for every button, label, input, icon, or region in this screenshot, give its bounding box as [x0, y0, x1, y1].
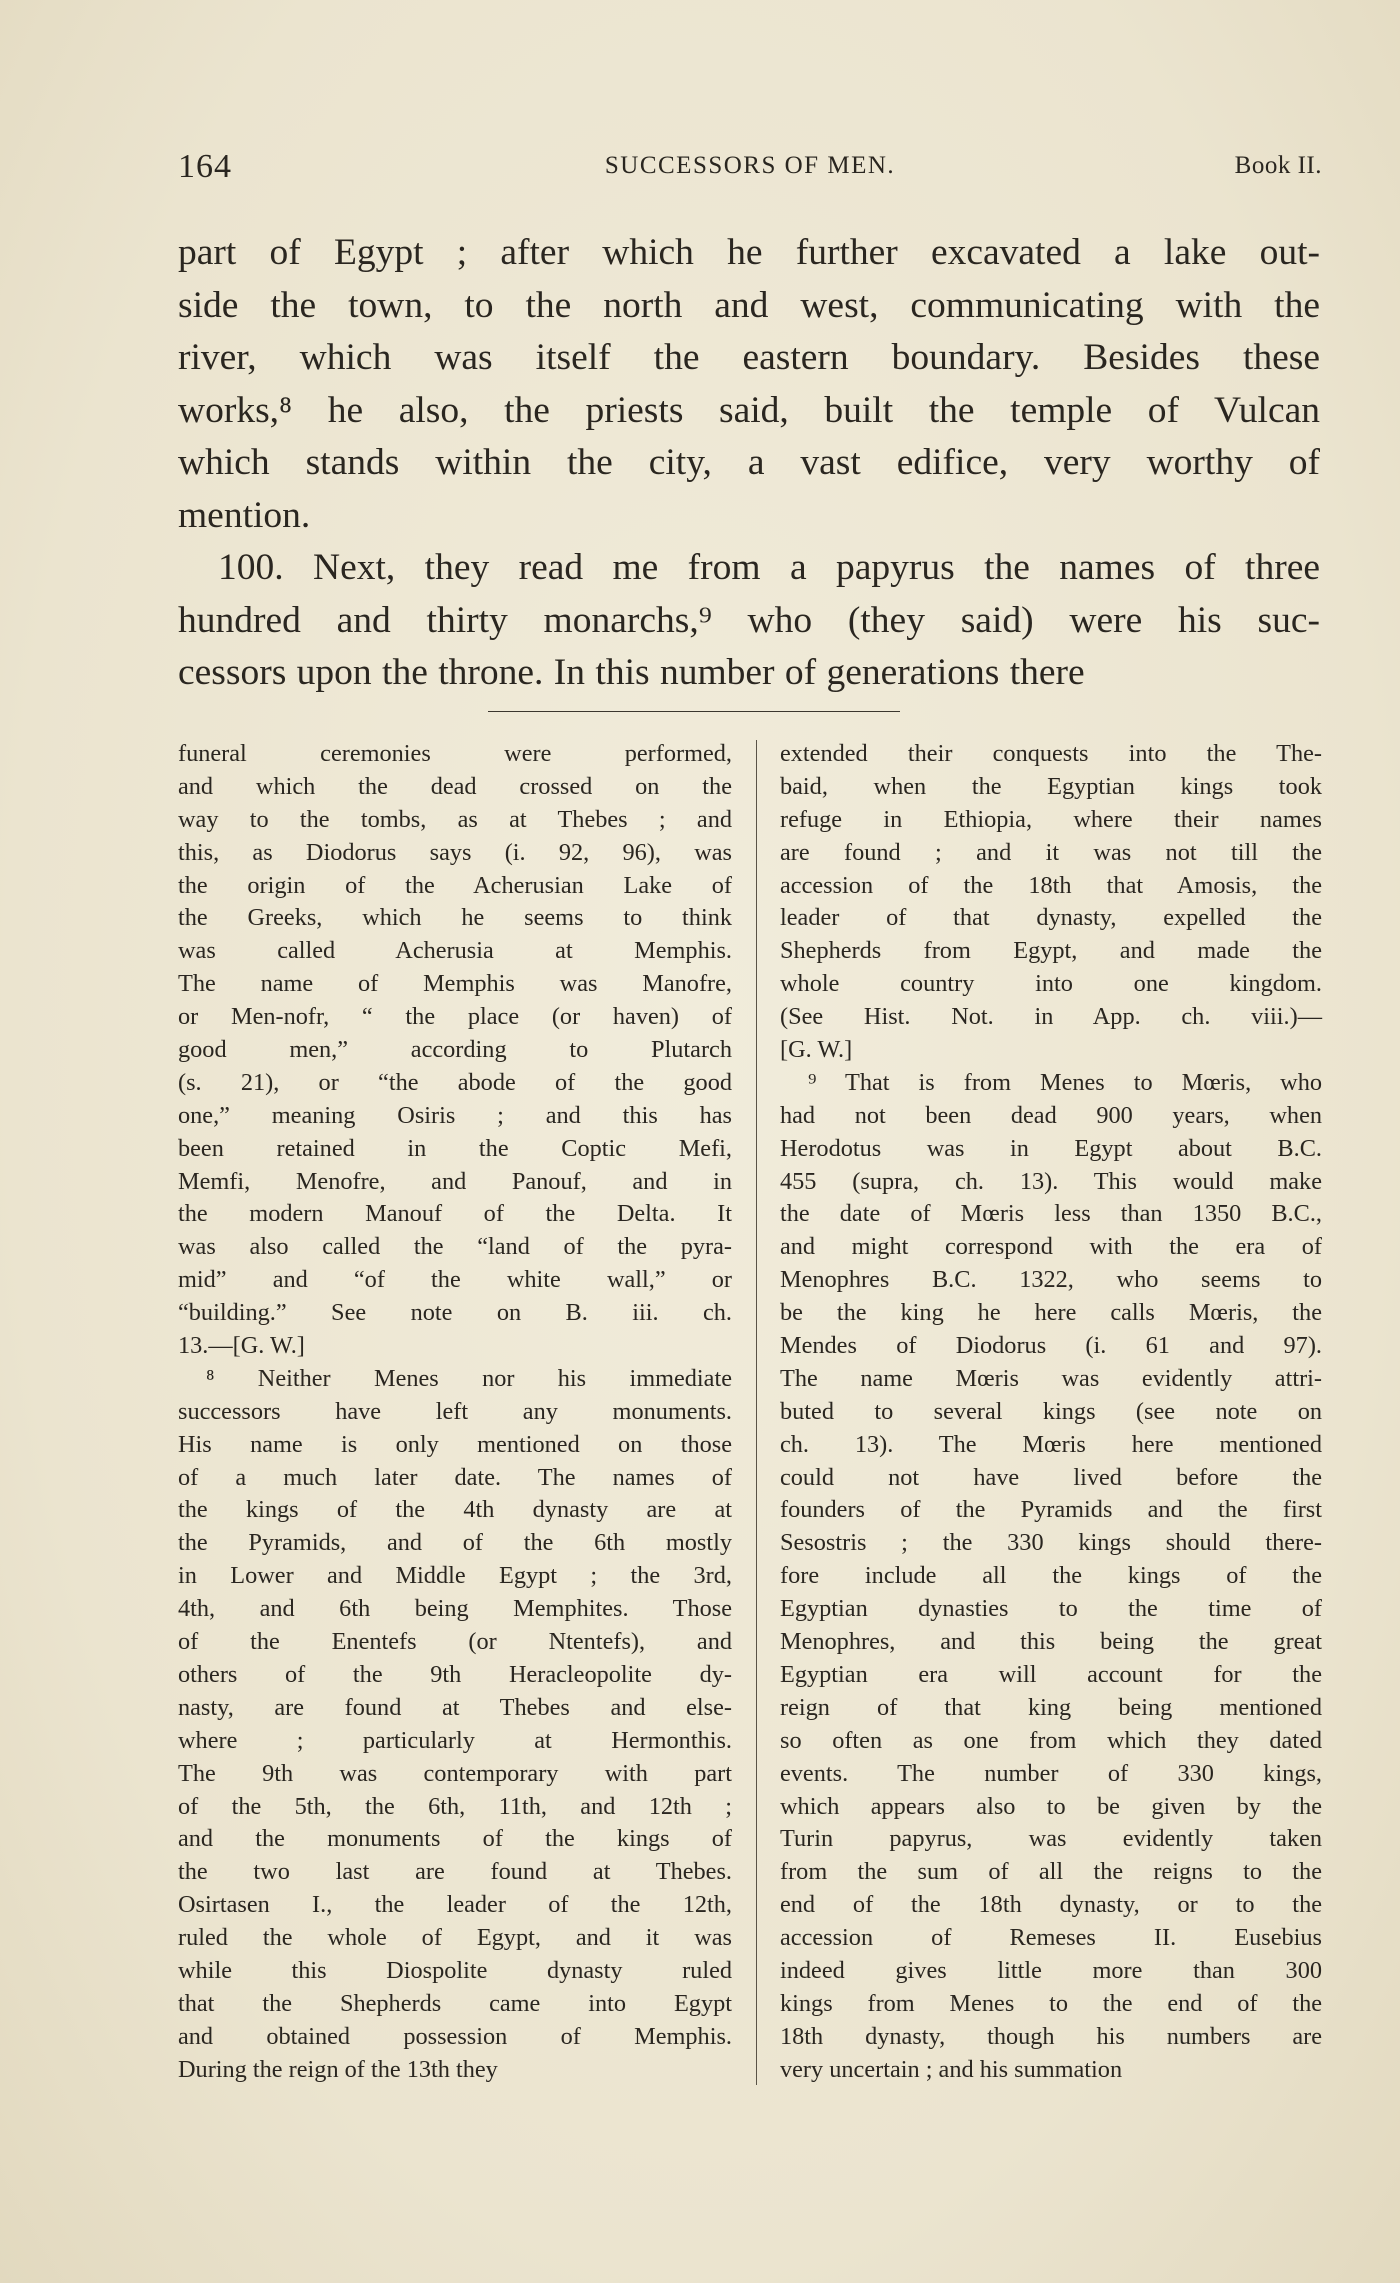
footnote-line: been retained in the Coptic Mefi,: [178, 1134, 732, 1162]
footnote-line: very uncertain ; and his summation: [780, 2055, 1123, 2083]
footnote-line: the Pyramids, and of the 6th mostly: [178, 1529, 732, 1557]
footnote-line: are found ; and it was not till the: [780, 838, 1322, 866]
footnote-line: founders of the Pyramids and the first: [780, 1496, 1322, 1524]
footnote-line: which appears also to be given by the: [780, 1792, 1322, 1820]
text-line: hundred and thirty monarchs,⁹ who (they said) were his suc-: [178, 599, 1320, 641]
text-line: cessors upon the throne. In this number of generations there: [178, 652, 1085, 693]
text-line: 100. Next, they read me from a papyrus the names of three: [218, 547, 1320, 588]
footnote-separator-rule: [488, 711, 900, 712]
footnote-line: mid” and “of the white wall,” or: [178, 1266, 732, 1294]
text-line: part of Egypt ; after which he further excavated a lake out-: [178, 232, 1320, 273]
footnote-line: and which the dead crossed on the: [178, 772, 732, 800]
footnote-line: Turin papyrus, was evidently taken: [780, 1825, 1322, 1853]
footnotes-right-column: [780, 738, 1322, 2088]
footnote-line: way to the tombs, as at Thebes ; and: [178, 805, 732, 833]
footnote-line: extended their conquests into the The-: [780, 740, 1322, 767]
footnote-line: and might correspond with the era of: [780, 1233, 1322, 1261]
footnote-line: Menophres, and this being the great: [780, 1628, 1322, 1656]
text-line: which stands within the city, a vast edifice, very worthy of: [178, 442, 1320, 483]
footnote-line: Shepherds from Egypt, and made the: [780, 937, 1322, 965]
footnote-line: (See Hist. Not. in App. ch. viii.)—: [780, 1003, 1322, 1031]
footnote-line: Herodotus was in Egypt about B.C.: [780, 1134, 1322, 1162]
column-divider: [756, 740, 757, 2085]
footnote-line: The name Mœris was evidently attri-: [780, 1364, 1322, 1392]
footnote-line: [G. W.]: [780, 1036, 853, 1064]
text-line: mention.: [178, 494, 311, 536]
footnote-line: During the reign of the 13th they: [178, 2055, 498, 2083]
footnote-line: 455 (supra, ch. 13). This would make: [780, 1167, 1322, 1195]
footnote-line: The name of Memphis was Manofre,: [178, 970, 732, 998]
footnote-line: the modern Manouf of the Delta. It: [178, 1200, 732, 1228]
footnote-line: had not been dead 900 years, when: [780, 1101, 1322, 1129]
footnote-line: of the Enentefs (or Ntentefs), and: [178, 1628, 732, 1656]
footnote-line: of a much later date. The names of: [178, 1463, 732, 1491]
text-line: works,⁸ he also, the priests said, built the temple of Vulcan: [178, 389, 1320, 431]
footnote-line: buted to several kings (see note on: [780, 1397, 1322, 1425]
footnote-line: kings from Menes to the end of the: [780, 1989, 1322, 2017]
footnote-line: refuge in Ethiopia, where their names: [780, 805, 1322, 833]
footnote-line: successors have left any monuments.: [178, 1397, 732, 1425]
footnote-line: while this Diospolite dynasty ruled: [178, 1956, 732, 1984]
footnote-line: “building.” See note on B. iii. ch.: [178, 1299, 732, 1327]
book-label: Book II.: [1234, 152, 1322, 179]
footnote-line: could not have lived before the: [780, 1463, 1322, 1491]
footnote-line: Mendes of Diodorus (i. 61 and 97).: [780, 1332, 1322, 1360]
footnote-line: nasty, are found at Thebes and else-: [178, 1693, 732, 1721]
footnote-line: 18th dynasty, though his numbers are: [780, 2022, 1322, 2050]
footnote-line: reign of that king being mentioned: [780, 1693, 1322, 1721]
page-number: 164: [178, 148, 232, 185]
footnote-line: Sesostris ; the 330 kings should there-: [780, 1529, 1322, 1557]
footnote-line: the two last are found at Thebes.: [178, 1858, 732, 1886]
footnote-line: from the sum of all the reigns to the: [780, 1858, 1322, 1886]
running-title: SUCCESSORS OF MEN.: [604, 152, 896, 179]
footnote-line: the Greeks, which he seems to think: [178, 904, 732, 932]
footnote-line: of the 5th, the 6th, 11th, and 12th ;: [178, 1792, 732, 1820]
footnotes-left-column: [178, 738, 732, 2088]
footnote-line: 4th, and 6th being Memphites. Those: [178, 1595, 732, 1623]
footnote-line: Memfi, Menofre, and Panouf, and in: [178, 1167, 732, 1195]
footnote-line: or Men-nofr, “ the place (or haven) of: [178, 1003, 732, 1031]
footnote-line: 13.—[G. W.]: [178, 1332, 305, 1360]
footnote-line: ruled the whole of Egypt, and it was: [178, 1924, 732, 1952]
footnote-line: was called Acherusia at Memphis.: [178, 937, 732, 965]
footnote-line: accession of the 18th that Amosis, the: [780, 871, 1322, 899]
footnote-line: events. The number of 330 kings,: [780, 1759, 1322, 1787]
footnote-line: end of the 18th dynasty, or to the: [780, 1891, 1322, 1919]
footnote-line: ch. 13). The Mœris here mentioned: [780, 1430, 1322, 1458]
footnote-line: one,” meaning Osiris ; and this has: [178, 1101, 732, 1129]
footnote-line: and the monuments of the kings of: [178, 1825, 732, 1853]
footnote-line: others of the 9th Heracleopolite dy-: [178, 1660, 732, 1688]
main-body-text: [178, 227, 1320, 700]
footnote-line: ⁸ Neither Menes nor his immediate: [206, 1364, 732, 1392]
footnote-line: the origin of the Acherusian Lake of: [178, 871, 732, 899]
footnote-line: Menophres B.C. 1322, who seems to: [780, 1266, 1322, 1294]
footnote-line: Egyptian dynasties to the time of: [780, 1595, 1322, 1623]
footnote-line: so often as one from which they dated: [780, 1726, 1322, 1754]
footnote-line: The 9th was contemporary with part: [178, 1759, 732, 1787]
footnote-line: indeed gives little more than 300: [780, 1956, 1322, 1984]
footnote-line: funeral ceremonies were performed,: [178, 740, 732, 767]
footnote-line: the kings of the 4th dynasty are at: [178, 1496, 732, 1524]
footnote-line: where ; particularly at Hermonthis.: [178, 1726, 732, 1754]
footnote-line: His name is only mentioned on those: [178, 1430, 732, 1458]
footnote-line: (s. 21), or “the abode of the good: [178, 1068, 732, 1096]
footnote-line: Egyptian era will account for the: [780, 1660, 1322, 1688]
footnote-line: be the king he here calls Mœris, the: [780, 1299, 1322, 1327]
footnote-line: ⁹ That is from Menes to Mœris, who: [808, 1068, 1322, 1096]
running-header: [178, 148, 1322, 188]
footnote-line: fore include all the kings of the: [780, 1562, 1322, 1590]
footnote-line: this, as Diodorus says (i. 92, 96), was: [178, 838, 732, 866]
text-line: side the town, to the north and west, communicating with the: [178, 284, 1320, 326]
footnote-line: good men,” according to Plutarch: [178, 1036, 732, 1064]
footnote-line: in Lower and Middle Egypt ; the 3rd,: [178, 1562, 732, 1590]
text-line: river, which was itself the eastern boundary. Besides these: [178, 337, 1320, 378]
footnote-line: and obtained possession of Memphis.: [178, 2022, 732, 2050]
footnote-line: leader of that dynasty, expelled the: [780, 904, 1322, 932]
footnote-line: Osirtasen I., the leader of the 12th,: [178, 1891, 732, 1919]
footnote-line: that the Shepherds came into Egypt: [178, 1989, 732, 2017]
footnote-line: was also called the “land of the pyra-: [178, 1233, 732, 1261]
footnote-line: whole country into one kingdom.: [780, 970, 1322, 998]
footnote-line: the date of Mœris less than 1350 B.C.,: [780, 1200, 1322, 1228]
footnote-line: accession of Remeses II. Eusebius: [780, 1924, 1322, 1952]
footnote-line: baid, when the Egyptian kings took: [780, 772, 1322, 800]
